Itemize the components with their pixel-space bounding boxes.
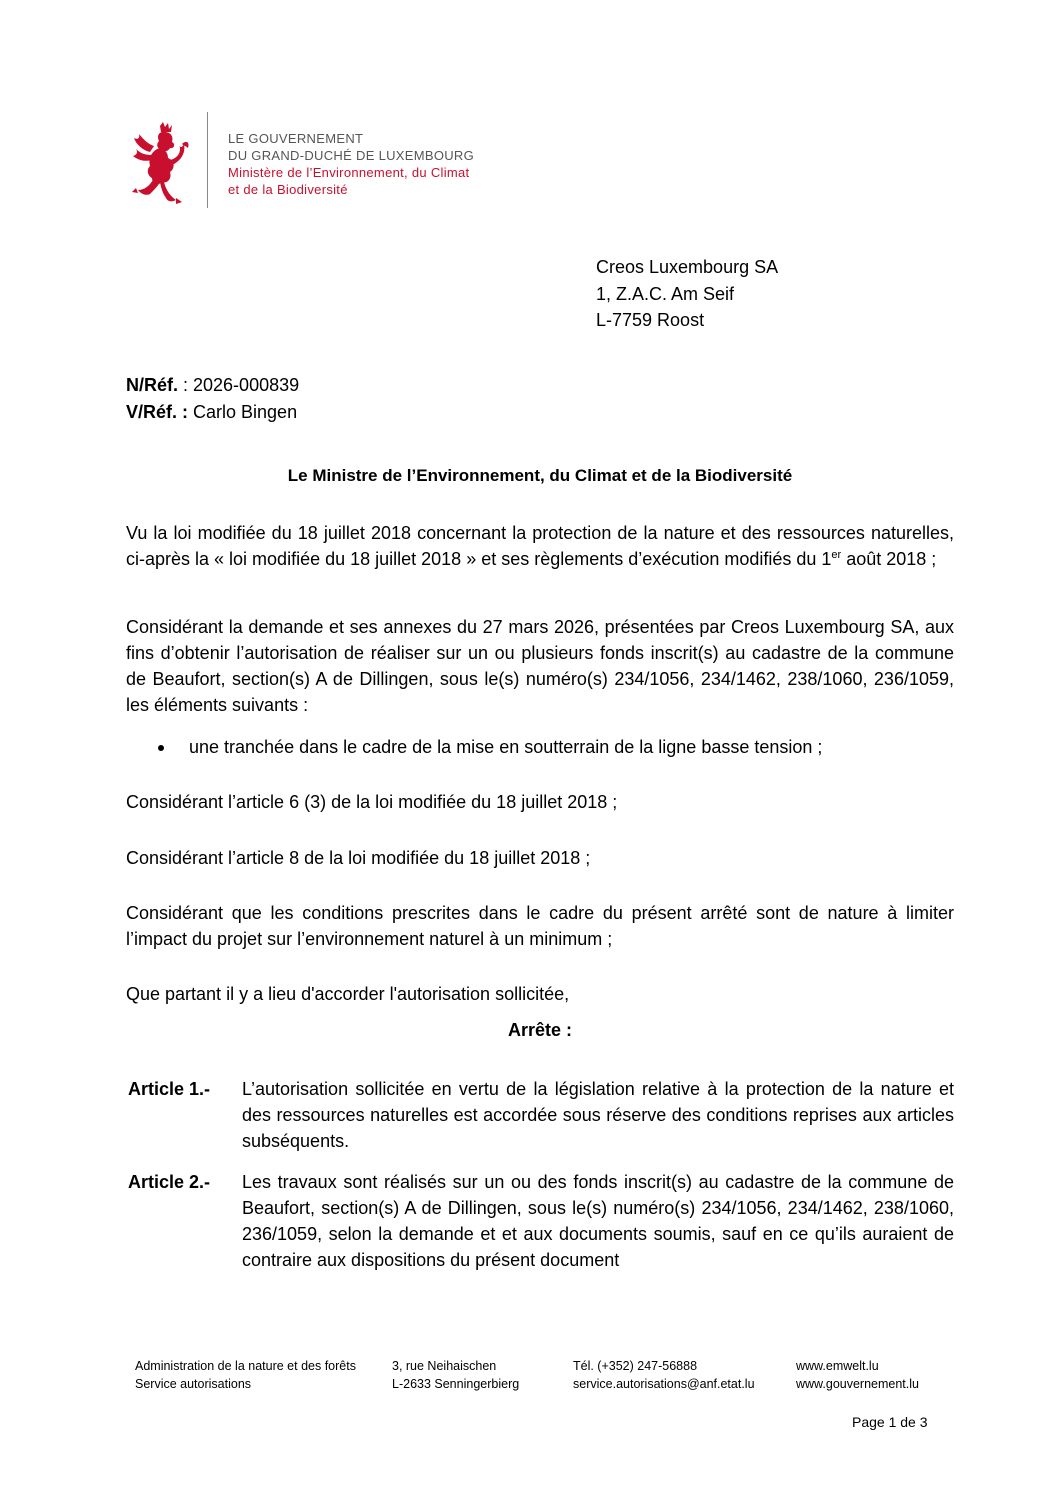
article-2-label: Article 2.-	[128, 1172, 211, 1192]
superscript: er	[831, 549, 842, 561]
footer-col1-line2: Service autorisations	[135, 1376, 252, 1391]
government-line-2: DU GRAND-DUCHÉ DE LUXEMBOURG	[228, 148, 475, 163]
footer-col2-line2: L-2633 Senningerbierg	[392, 1376, 520, 1391]
paragraph-conditions: Considérant que les conditions prescrites dans le cadre du présent arrêté sont de nature à limiter l’impact du projet sur l’environnement naturel à un minimum ;	[126, 903, 954, 949]
ministry-line-1: Ministère de l’Environnement, du Climat	[228, 165, 470, 180]
ministry-line-2: et de la Biodiversité	[228, 182, 348, 197]
recipient-address	[596, 254, 778, 334]
letterhead-text	[228, 130, 474, 198]
list-item-text: une tranchée dans le cadre de la mise en soutterrain de la ligne basse tension ;	[189, 737, 823, 757]
arrete-heading: Arrête :	[507, 1020, 573, 1040]
red-lion-icon	[130, 122, 192, 204]
our-reference	[126, 372, 299, 399]
article-2-text: Les travaux sont réalisés sur un ou des fonds inscrit(s) au cadastre de la commune de Beaufort, section(s) A de Dillingen, sous le(s) numéro(s) 234/1056, 234/1462, 238/1060, 236/1059, selon la demande et et aux documents soumis, sauf en ce qu’ils auraient de contraire aux dispositions du présent document	[242, 1172, 954, 1270]
article-1-text: L’autorisation sollicitée en vertu de la législation relative à la protection de la nature et des ressources naturelles est accordée sous réserve des conditions reprises aux articles subséquents.	[242, 1079, 954, 1151]
your-reference	[126, 399, 299, 426]
recipient-name: Creos Luxembourg SA	[596, 257, 779, 277]
footer-address	[392, 1358, 519, 1393]
article-1-label: Article 1.-	[128, 1079, 211, 1099]
paragraph-text: Vu la loi modifiée du 18 juillet 2018 concernant la protection de la nature et des ressources naturelles, ci-après la « loi modifiée du 18 juillet 2018 » et ses règlements d’exécution modifiés du 1	[126, 523, 954, 569]
document-title: Le Ministre de l’Environnement, du Climat et de la Biodiversité	[287, 466, 793, 485]
paragraph-que-partant: Que partant il y a lieu d'accorder l'autorisation sollicitée,	[126, 984, 570, 1004]
recipient-city: L-7759 Roost	[596, 310, 705, 330]
footer-contact	[573, 1358, 755, 1393]
footer-email: service.autorisations@anf.etat.lu	[573, 1376, 755, 1391]
references	[126, 372, 299, 426]
your-reference-value: Carlo Bingen	[188, 402, 298, 422]
paragraph-article-8: Considérant l’article 8 de la loi modifiée du 18 juillet 2018 ;	[126, 848, 591, 868]
paragraph-considerant-demande: Considérant la demande et ses annexes du 27 mars 2026, présentées par Creos Luxembourg SA, aux fins d’obtenir l’autorisation de réaliser sur un ou plusieurs fonds inscrit(s) au cadastre de la commune de Beaufort, section(s) A de Dillingen, sous le(s) numéro(s) 234/1056, 234/1462, 238/1060, 236/1059, les éléments suivants :	[126, 617, 954, 715]
footer-col2-line1: 3, rue Neihaischen	[392, 1359, 497, 1373]
paragraph-article-6: Considérant l’article 6 (3) de la loi modifiée du 18 juillet 2018 ;	[126, 792, 618, 812]
footer-website-emwelt: www.emwelt.lu	[796, 1359, 879, 1373]
footer-phone: Tél. (+352) 247-56888	[573, 1359, 698, 1373]
footer-website-gouvernement: www.gouvernement.lu	[796, 1376, 919, 1391]
government-line-1: LE GOUVERNEMENT	[228, 131, 364, 146]
our-reference-value: : 2026-000839	[178, 375, 300, 395]
your-reference-label: V/Réf. :	[126, 402, 189, 422]
page-number: Page 1 de 3	[852, 1414, 928, 1430]
recipient-street: 1, Z.A.C. Am Seif	[596, 283, 735, 304]
letterhead-divider	[207, 112, 208, 208]
bullet-icon	[158, 745, 164, 751]
footer-websites	[796, 1358, 919, 1393]
paragraph-vu-la-loi	[126, 520, 954, 572]
footer-col1-line1: Administration de la nature et des forêts	[135, 1359, 356, 1373]
footer-administration	[135, 1358, 356, 1393]
paragraph-text-end: août 2018 ;	[841, 549, 937, 569]
our-reference-label: N/Réf.	[126, 375, 179, 395]
